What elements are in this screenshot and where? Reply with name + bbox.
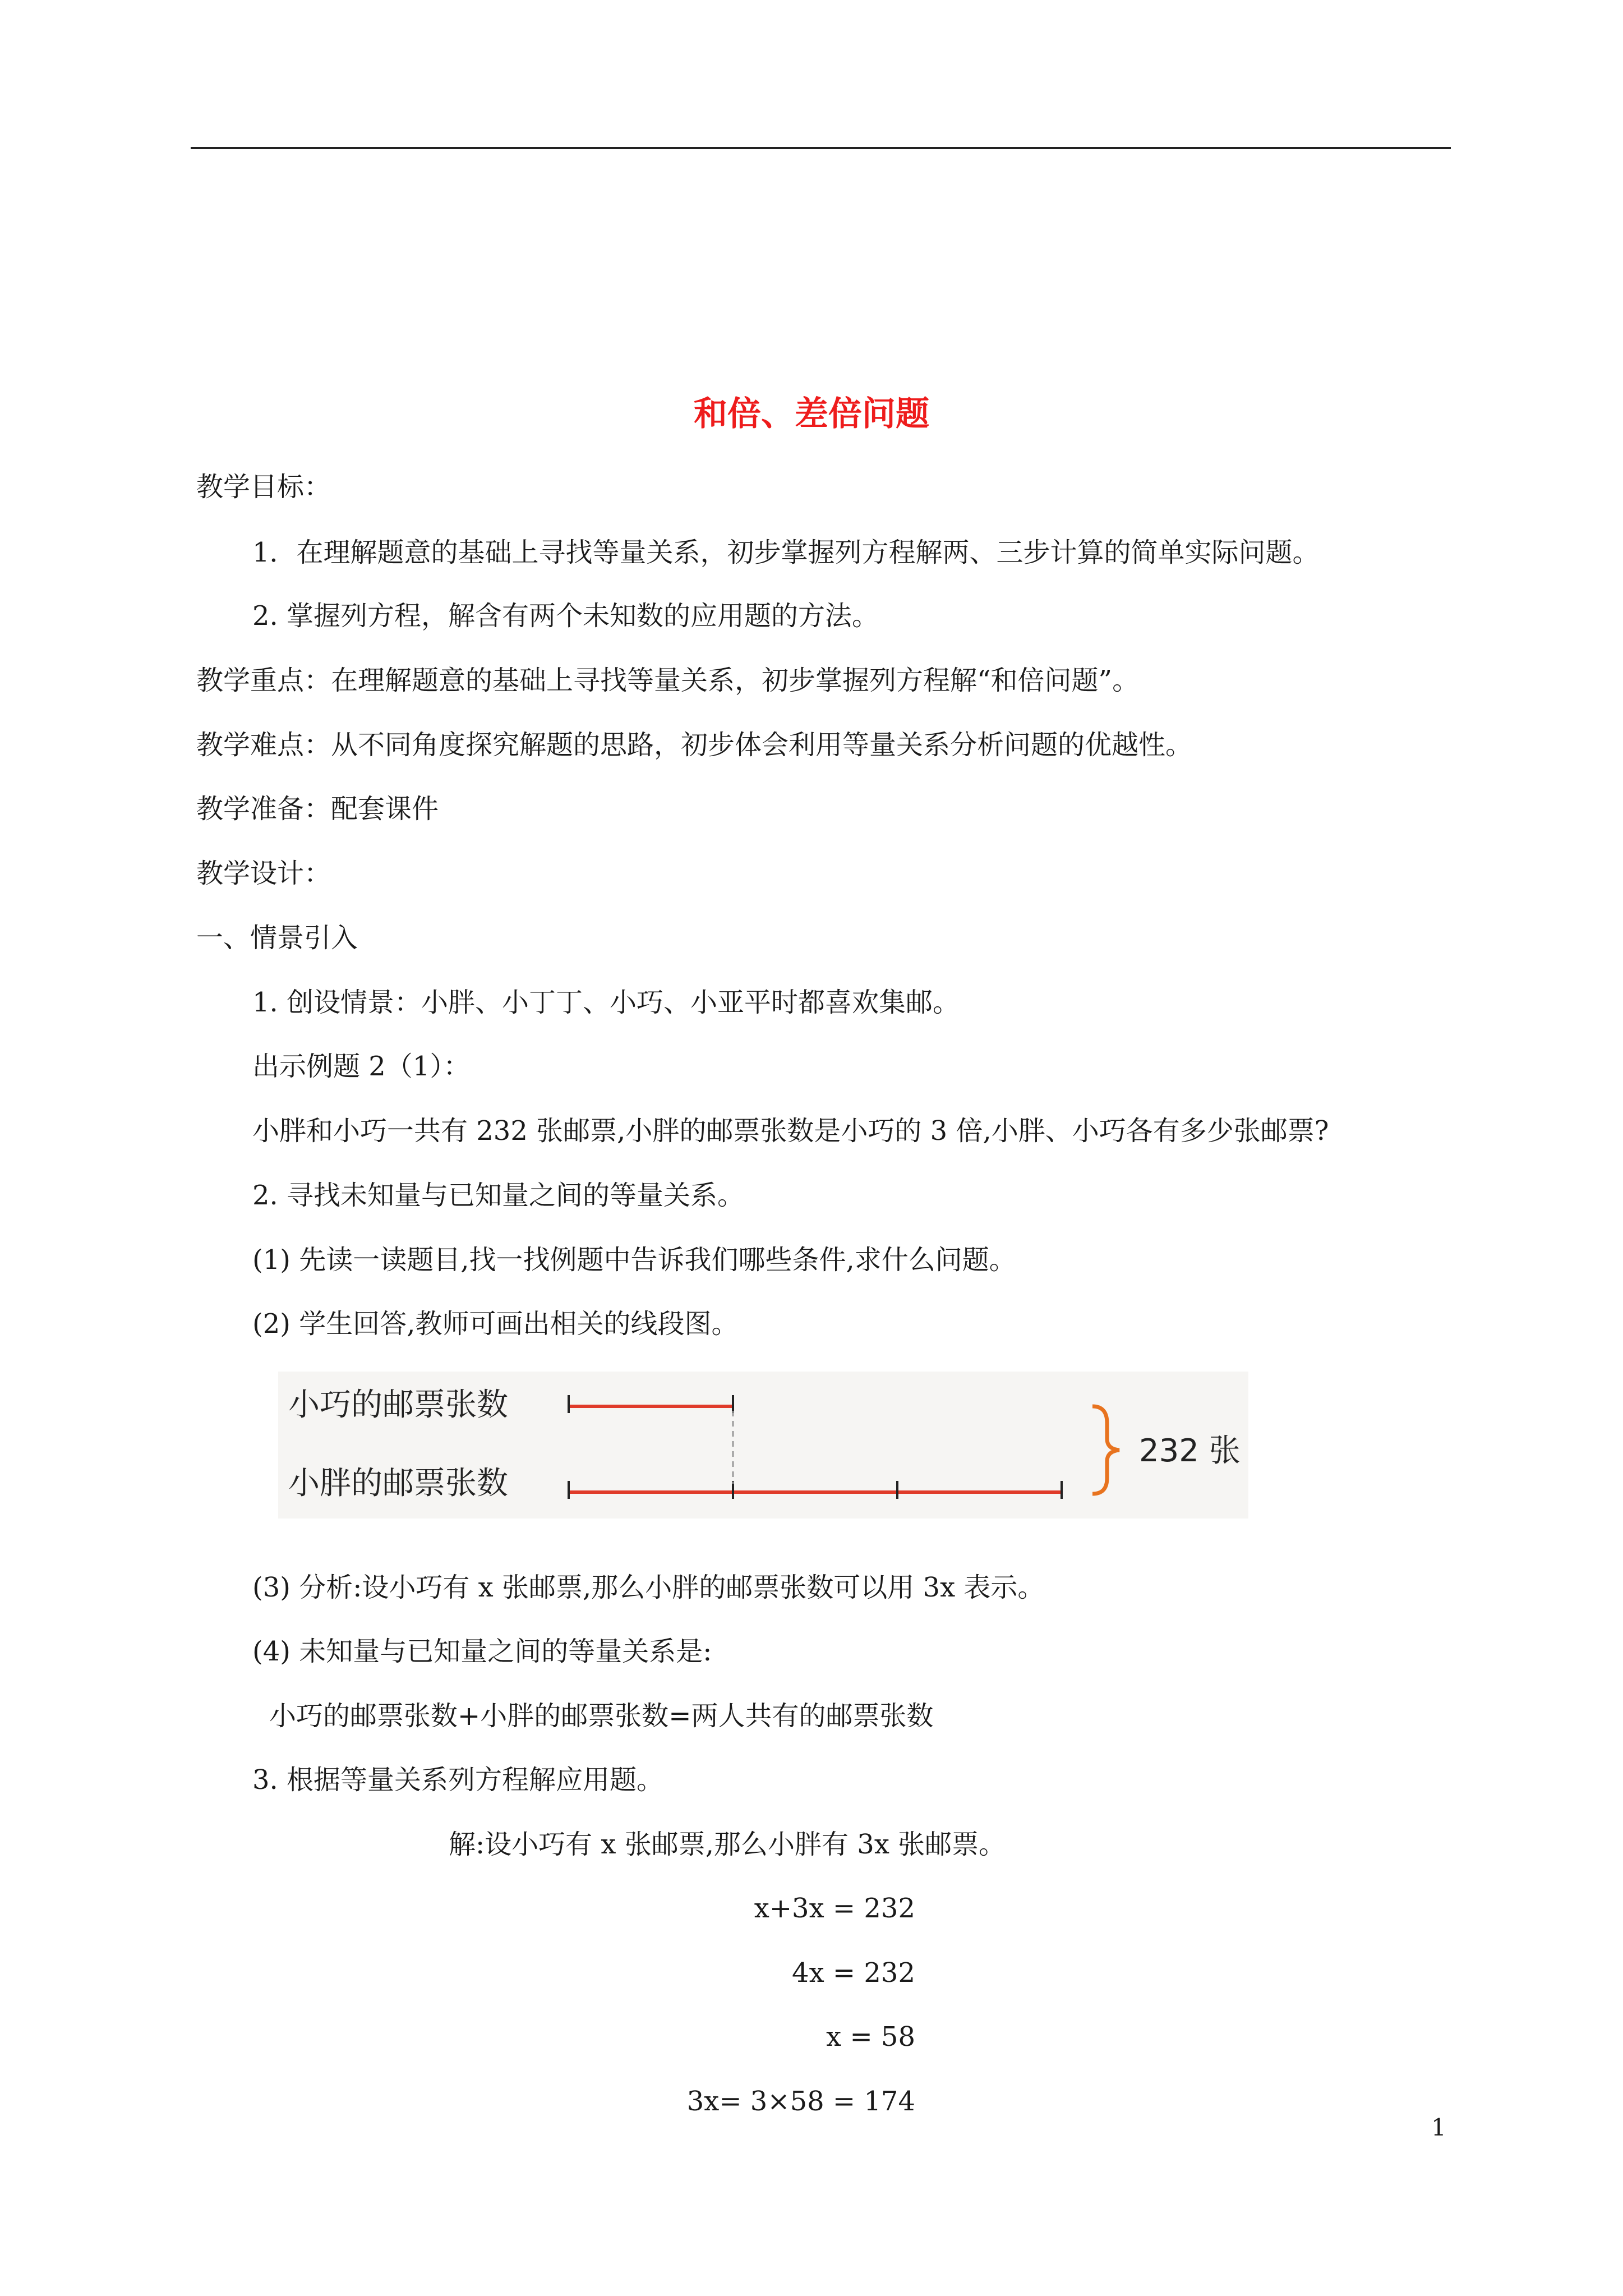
sub-step-4: (4) 未知量与已知量之间的等量关系是:	[252, 1636, 712, 1667]
sub-step-2: (2) 学生回答,教师可画出相关的线段图。	[252, 1308, 739, 1340]
key-point: 教学重点：在理解题意的基础上寻找等量关系，初步掌握列方程解“和倍问题”。	[196, 665, 1140, 696]
total-label: 232 张	[1139, 1433, 1241, 1469]
objectives-heading: 教学目标：	[196, 471, 331, 503]
equation-4: 3x= 3×58 = 174	[686, 2086, 915, 2117]
sub-step-3: (3) 分析:设小巧有 x 张邮票,那么小胖的邮票张数可以用 3x 表示。	[252, 1572, 1045, 1603]
line-segment-diagram	[278, 1372, 1248, 1519]
page-title: 和倍、差倍问题	[694, 394, 929, 434]
label-xiaopang: 小胖的邮票张数	[288, 1465, 508, 1502]
brace-icon	[1092, 1406, 1119, 1494]
section-heading: 一、情景引入	[196, 922, 358, 954]
equation-1: x+3x = 232	[754, 1893, 915, 1924]
example-label: 出示例题 2（1）：	[252, 1051, 471, 1082]
preparation: 教学准备：配套课件	[196, 793, 439, 825]
difficulty: 教学难点：从不同角度探究解题的思路，初步体会利用等量关系分析问题的优越性。	[196, 729, 1193, 761]
relation: 小巧的邮票张数+小胖的邮票张数=两人共有的邮票张数	[269, 1700, 934, 1732]
step-3: 3. 根据等量关系列方程解应用题。	[252, 1764, 664, 1796]
page-number: 1	[1431, 2114, 1446, 2141]
solution-intro: 解:设小巧有 x 张邮票,那么小胖有 3x 张邮票。	[449, 1829, 1006, 1860]
sub-step-1: (1) 先读一读题目,找一找例题中告诉我们哪些条件,求什么问题。	[252, 1244, 1016, 1276]
example-text: 小胖和小巧一共有 232 张邮票,小胖的邮票张数是小巧的 3 倍,小胖、小巧各有多少张邮票?	[252, 1115, 1329, 1147]
header-rule	[191, 147, 1451, 149]
diagram-canvas	[278, 1372, 1248, 1519]
objective-1: 1．在理解题意的基础上寻找等量关系，初步掌握列方程解两、三步计算的简单实际问题。	[252, 537, 1320, 568]
step-2: 2. 寻找未知量与已知量之间的等量关系。	[252, 1180, 745, 1211]
step-1: 1. 创设情景：小胖、小丁丁、小巧、小亚平时都喜欢集邮。	[252, 987, 960, 1018]
equation-2: 4x = 232	[792, 1957, 915, 1989]
label-xiaoqiao: 小巧的邮票张数	[288, 1387, 508, 1423]
design-heading: 教学设计：	[196, 858, 331, 889]
equation-3: x = 58	[826, 2021, 915, 2053]
objective-2: 2. 掌握列方程，解含有两个未知数的应用题的方法。	[252, 600, 879, 632]
